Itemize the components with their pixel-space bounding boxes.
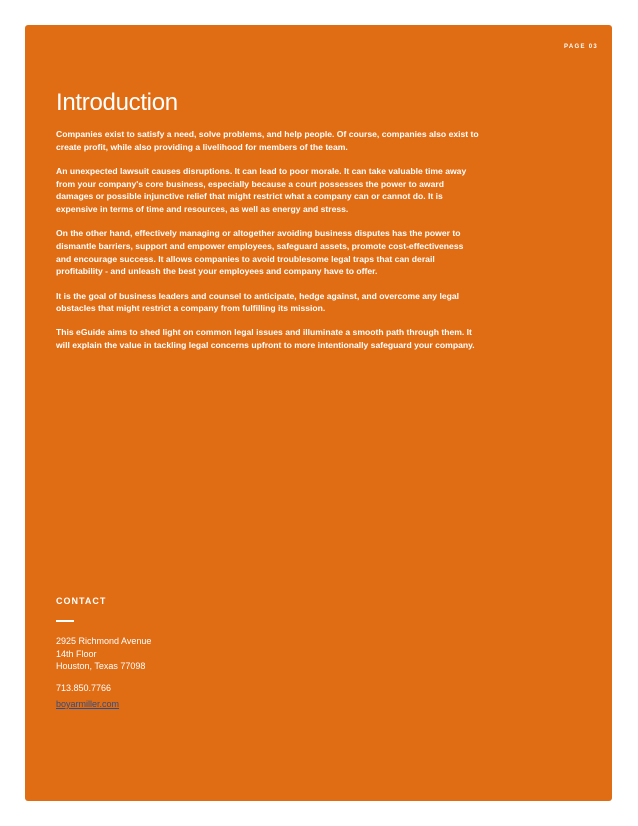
address-line: 2925 Richmond Avenue <box>56 636 152 646</box>
intro-paragraph: On the other hand, effectively managing or altogether avoiding business disputes has the power to dismantle barriers, support and empower employees, safeguard assets, promote cost-effectiveness and encourage success. It allows companies to avoid troublesome legal traps that can derail profitability - and unleash the best your employees and company have to offer. <box>56 228 464 277</box>
contact-block <box>56 595 356 712</box>
contact-phone: 713.850.7766 <box>56 682 112 693</box>
address-line: 14th Floor <box>56 648 97 659</box>
intro-body <box>56 128 481 363</box>
website-link[interactable]: boyarmiller.com <box>56 699 120 709</box>
page-number: PAGE 03 <box>564 44 598 50</box>
page-panel <box>25 25 612 801</box>
contact-heading: CONTACT <box>56 596 107 606</box>
contact-address <box>56 635 356 673</box>
contact-divider <box>56 620 74 622</box>
intro-paragraph: This eGuide aims to shed light on common legal issues and illuminate a smooth path through them. It will explain the value in tackling legal concerns upfront to more intentionally safeguard your company. <box>56 327 475 351</box>
page-title: Introduction <box>56 89 178 116</box>
intro-paragraph: Companies exist to satisfy a need, solve problems, and help people. Of course, companies also exist to create profit, while also providing a livelihood for members of the team. <box>56 129 479 152</box>
intro-paragraph: It is the goal of business leaders and counsel to anticipate, hedge against, and overcome any legal obstacles that might restrict a company from fulfilling its mission. <box>56 290 460 314</box>
address-line: Houston, Texas 77098 <box>56 661 146 671</box>
intro-paragraph: An unexpected lawsuit causes disruptions. It can lead to poor morale. It can take valuable time away from your company's core business, especially because a court possesses the power to award damages or possible injunctive relief that might restrict what a company can or cannot do. It is expensive in terms of time and resources, as well as energy and stress. <box>56 165 467 215</box>
